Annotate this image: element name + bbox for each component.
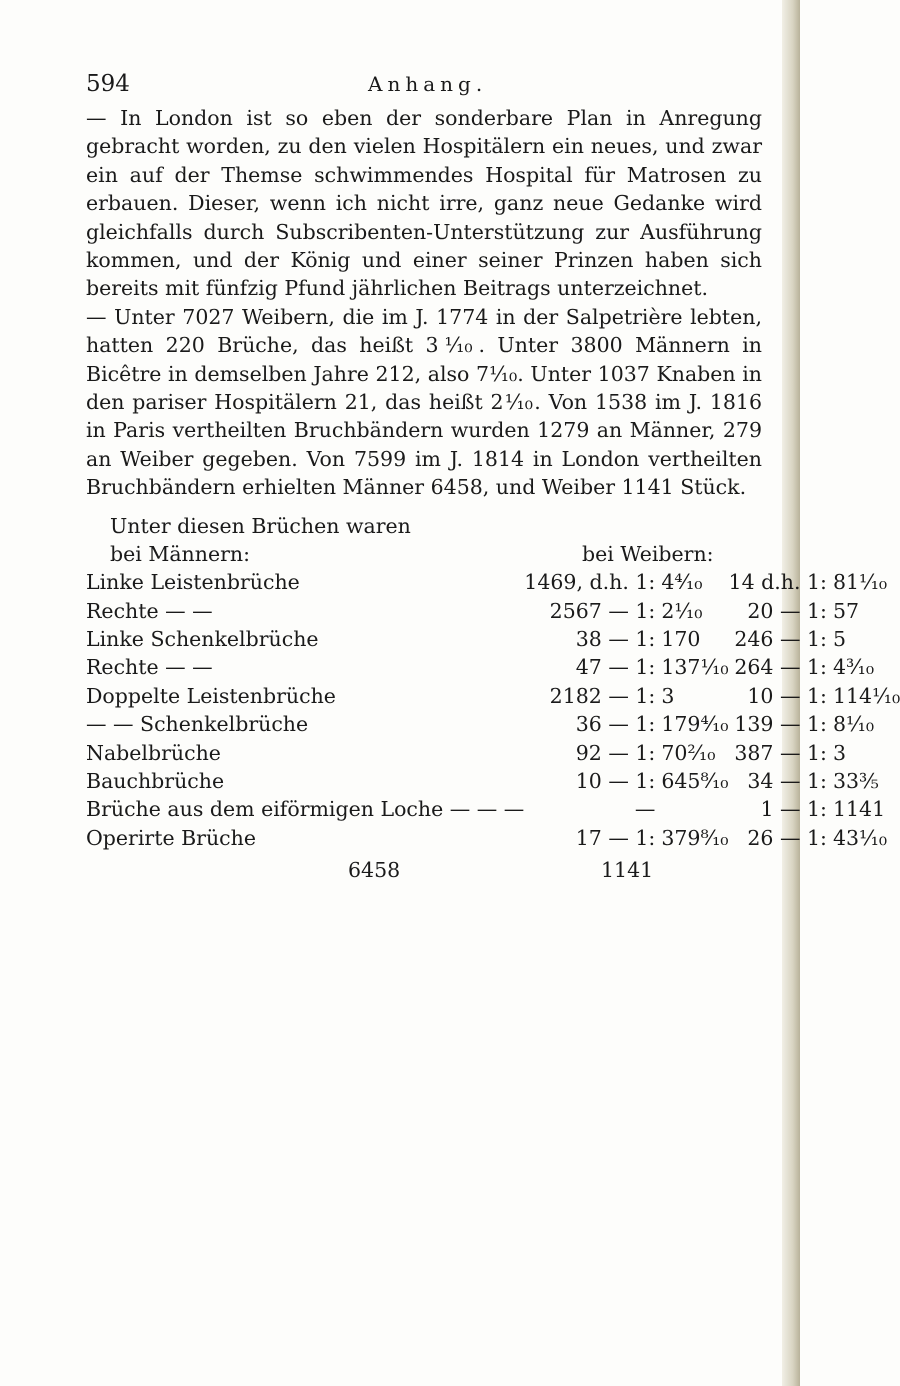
page-header: [86, 70, 762, 104]
women-ratio: 4³⁄₁₀: [832, 655, 875, 680]
men-ratio: 137⅒: [661, 655, 729, 680]
men-ratio: 3: [661, 683, 675, 708]
table-row: [86, 795, 900, 823]
row-label: — — Schenkelbrüche: [86, 712, 309, 737]
men-ratio: [661, 795, 728, 823]
women-count: 10 — 1:: [747, 683, 827, 708]
table-row: [86, 824, 900, 852]
column-header-women: bei Weibern:: [582, 542, 714, 567]
column-header-men: bei Männern:: [110, 542, 250, 567]
women-count: 264 — 1:: [734, 655, 827, 680]
women-count: 14 d.h. 1:: [728, 570, 827, 595]
hernia-table: [86, 568, 900, 852]
men-ratio: 179⁴⁄₁₀: [661, 712, 729, 737]
women-count: 1 — 1:: [760, 797, 827, 822]
table-row: [86, 568, 900, 596]
row-label: Nabelbrüche: [86, 740, 221, 765]
men-count: 1469, d.h. 1:: [524, 570, 656, 595]
table-row: [86, 710, 900, 738]
men-ratio: 2⅒: [661, 598, 703, 623]
men-count: —: [634, 797, 656, 822]
men-count: 17 — 1:: [575, 825, 656, 850]
table-row: [86, 682, 900, 710]
men-count: 38 — 1:: [575, 626, 656, 651]
table-totals: [86, 856, 762, 886]
men-ratio: 70²⁄₁₀: [661, 740, 716, 765]
table-row: [86, 625, 900, 653]
men-ratio: 645⁸⁄₁₀: [661, 768, 729, 793]
women-ratio: 8⅒: [832, 712, 875, 737]
row-label: Linke Leistenbrüche: [86, 570, 300, 595]
women-count: 26 — 1:: [747, 825, 827, 850]
row-label: Operirte Brüche: [86, 825, 256, 850]
row-label: Linke Schenkelbrüche: [86, 626, 319, 651]
row-label: Rechte — —: [86, 598, 213, 623]
row-label: Doppelte Leistenbrüche: [86, 683, 336, 708]
women-ratio: 33⅗: [832, 768, 879, 793]
men-ratio: 379⁸⁄₁₀: [661, 825, 729, 850]
table-row: [86, 739, 900, 767]
running-title: Anhang.: [368, 72, 488, 96]
women-count: 34 — 1:: [747, 768, 827, 793]
men-count: 2567 — 1:: [549, 598, 656, 623]
men-count: 2182 — 1:: [549, 683, 656, 708]
row-label: Rechte — —: [86, 655, 213, 680]
table-row: [86, 597, 900, 625]
table-title: Unter diesen Brüchen waren: [110, 513, 411, 538]
women-ratio: 1141: [832, 797, 886, 822]
table-row: [86, 653, 900, 681]
women-count: 139 — 1:: [734, 712, 827, 737]
paragraph-hernia-stats: — Unter 7027 Weibern, die im J. 1774 in der Salpetrière lebten, hatten 220 Brüche, das heißt 3⅒. Unter 3800 Männern in Bicêtre in demselben Jahre 212, also 7⅒. Unter 1037 Knaben in den pariser Hospitälern 21, das heißt 2⅒. Von 1538 im J. 1816 in Paris vertheilten Bruchbändern wurden 1279 an Männer, 279 an Weiber gegeben. Von 7599 im J. 1814 in London vertheilten Bruchbändern erhielten Männer 6458, und Weiber 1141 Stück.: [86, 304, 762, 500]
women-ratio: 114⅒: [832, 683, 900, 708]
row-label: Brüche aus dem eiförmigen Loche — — —: [86, 797, 525, 822]
total-women: 1141: [601, 858, 654, 883]
men-ratio: 170: [661, 626, 701, 651]
total-men: 6458: [348, 858, 401, 883]
page-number: 594: [86, 71, 130, 97]
women-count: 387 — 1:: [734, 740, 827, 765]
women-ratio: 81⅟₁₀: [832, 570, 888, 595]
women-ratio: 5: [832, 626, 847, 651]
table-column-headers: [86, 540, 762, 568]
row-label: Bauchbrüche: [86, 768, 225, 793]
women-ratio: 3: [832, 740, 847, 765]
men-count: 10 — 1:: [575, 768, 656, 793]
women-ratio: 57: [832, 598, 860, 623]
men-count: 36 — 1:: [575, 712, 656, 737]
table-row: [86, 767, 900, 795]
page-content: [86, 70, 900, 886]
paragraph-hospital: — In London ist so eben der sonderbare Plan in Anregung gebracht worden, zu den vielen Hospitälern ein neues, und zwar ein auf der Themse schwimmendes Hospital für Matrosen zu erbauen. Dieser, wenn ich nicht irre, ganz neue Gedanke wird gleichfalls durch Subscribenten-Unterstützung zur Ausführung kommen, und der König und einer seiner Prinzen haben sich bereits mit fünfzig Pfund jährlichen Beitrags unterzeichnet.: [86, 106, 762, 301]
men-count: 92 — 1:: [575, 740, 656, 765]
men-ratio: 4⁴⁄₁₀: [661, 570, 703, 595]
women-count: 246 — 1:: [734, 626, 827, 651]
men-count: 47 — 1:: [575, 655, 656, 680]
women-ratio: 43⅒: [832, 825, 888, 850]
women-count: 20 — 1:: [747, 598, 827, 623]
